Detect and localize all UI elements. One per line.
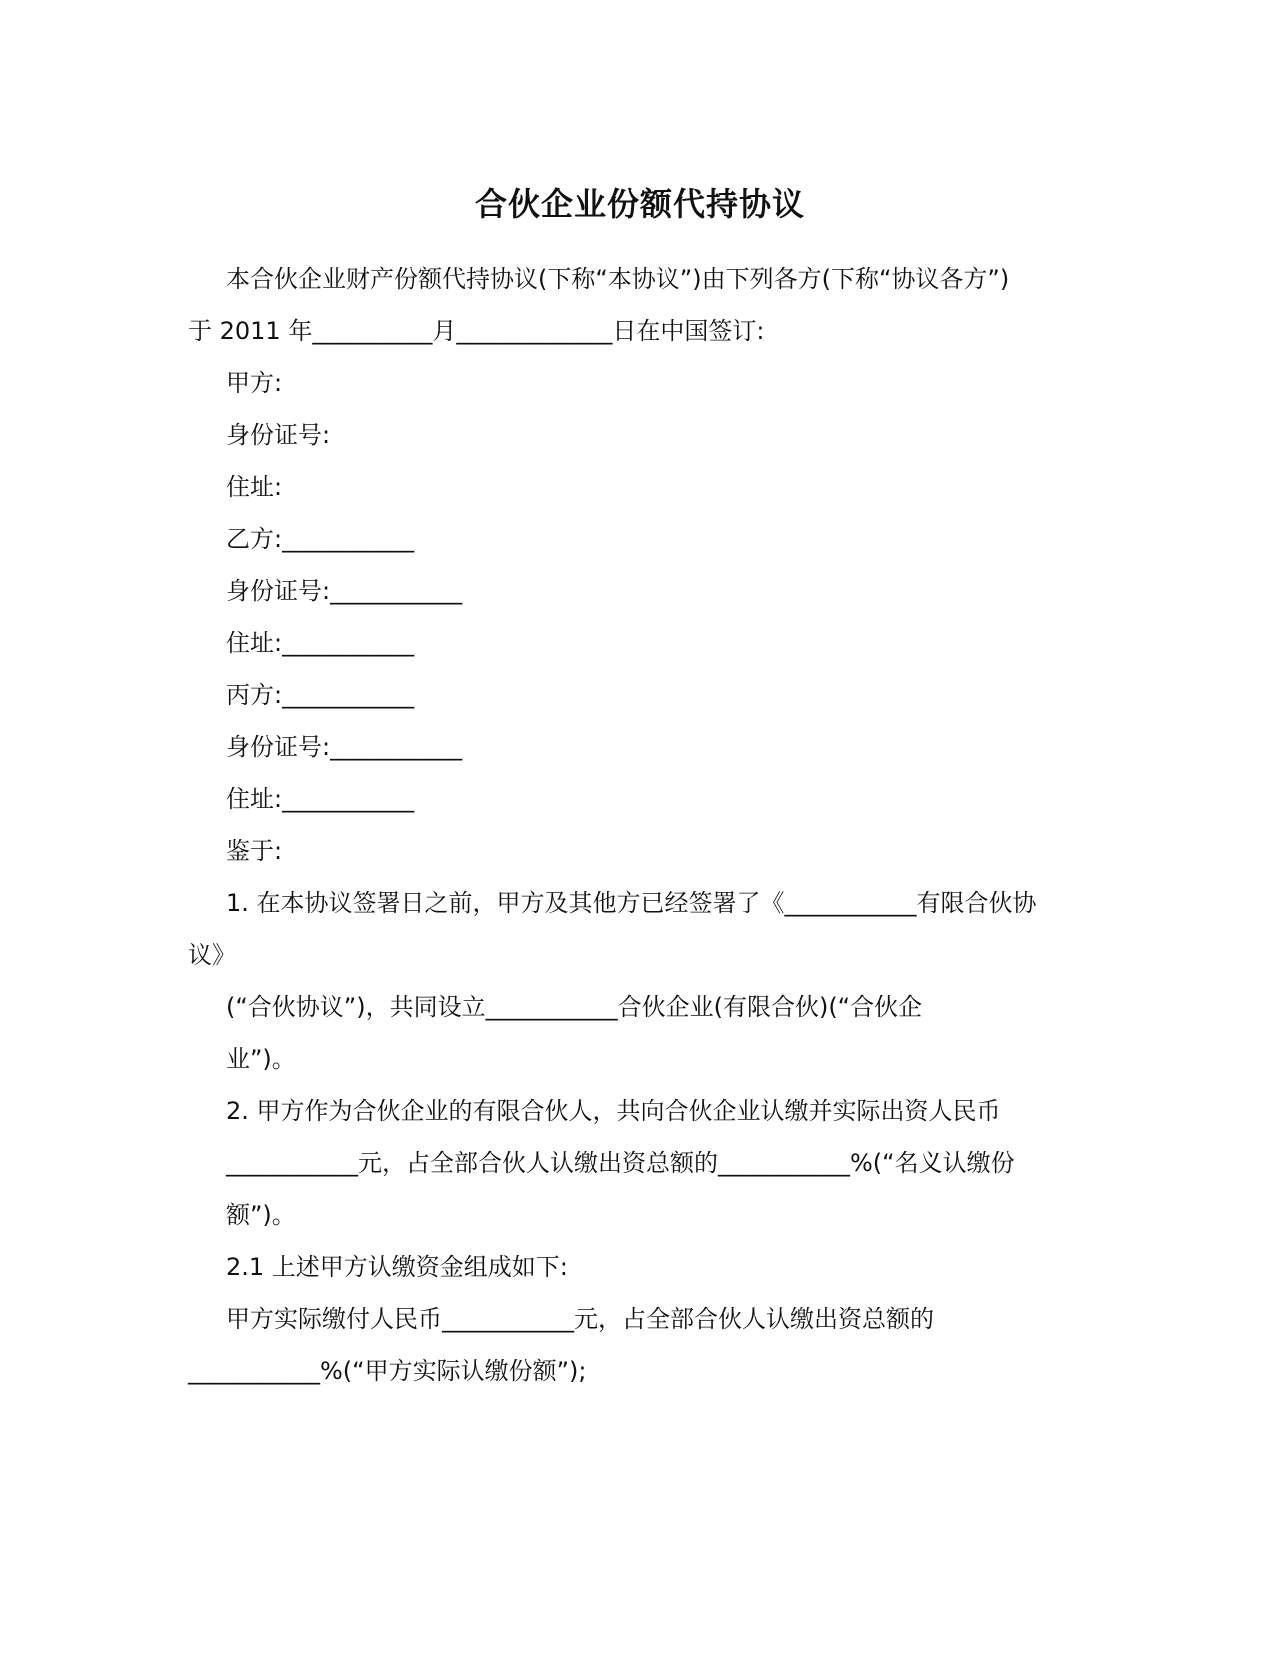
clause-2-line-2: ___________元，占全部合伙人认缴出资总额的___________%(“名义认缴份 [226, 1149, 1015, 1177]
clause-1-line-1: 1. 在本协议签署日之前，甲方及其他方已经签署了《___________有限合伙协 [226, 889, 1037, 917]
party-b-label: 乙方:___________ [226, 525, 415, 553]
party-a-label: 甲方: [226, 369, 283, 397]
clause-1-line-4: 业”)。 [226, 1045, 296, 1073]
intro-line-1: 本合伙企业财产份额代持协议(下称“本协议”)由下列各方(下称“协议各方”) [226, 265, 1010, 293]
clause-1-line-2: 议》 [188, 941, 236, 969]
document-title: 合伙企业份额代持协议 [474, 185, 805, 223]
party-a-address-label: 住址: [226, 473, 283, 501]
party-c-id-label: 身份证号:___________ [226, 733, 463, 761]
clause-2-line-3: 额”)。 [226, 1201, 296, 1229]
clause-2-line-1: 2. 甲方作为合伙企业的有限合伙人，共向合伙企业认缴并实际出资人民币 [226, 1097, 1001, 1125]
intro-line-2-date: 于 2011 年__________月_____________日在中国签订: [188, 317, 765, 345]
clause-2-1-line-1: 甲方实际缴付人民币___________元，占全部合伙人认缴出资总额的 [226, 1305, 934, 1333]
party-b-id-label: 身份证号:___________ [226, 577, 463, 605]
party-c-label: 丙方:___________ [226, 681, 415, 709]
party-a-id-label: 身份证号: [226, 421, 331, 449]
clause-2-1-line-2: ___________%(“甲方实际认缴份额”); [188, 1357, 587, 1385]
clause-1-line-3: (“合伙协议”)，共同设立___________合伙企业(有限合伙)(“合伙企 [226, 993, 923, 1021]
whereas-heading: 鉴于: [226, 837, 283, 865]
clause-2-1-heading: 2.1 上述甲方认缴资金组成如下: [226, 1253, 568, 1281]
party-c-address-label: 住址:___________ [226, 785, 415, 813]
party-b-address-label: 住址:___________ [226, 629, 415, 657]
